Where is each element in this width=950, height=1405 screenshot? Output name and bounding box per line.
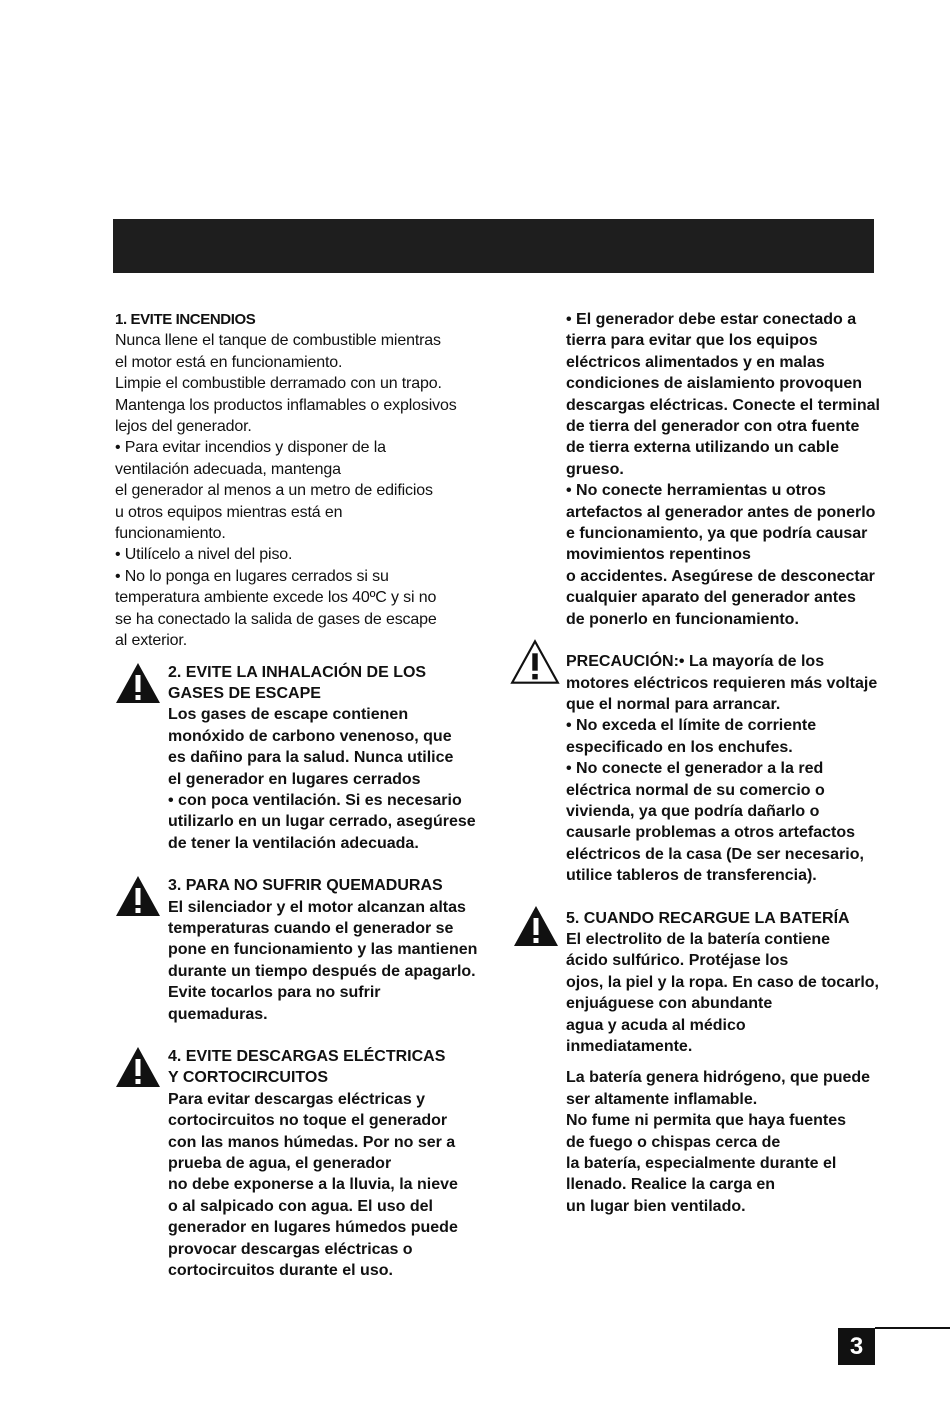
- text-line: PRECAUCIÓN:• La mayoría de los: [566, 653, 825, 671]
- section-evite-incendios: [115, 309, 477, 652]
- text-line: el generador al menos a un metro de edificios: [115, 482, 433, 500]
- text-line: El electrolito de la batería contiene: [566, 930, 831, 948]
- text-line: un lugar bien ventilado.: [566, 1197, 746, 1215]
- text-line: • No conecte el generador a la red: [566, 760, 824, 778]
- text-line: Y CORTOCIRCUITOS: [168, 1069, 329, 1087]
- text-line: eléctricos alimentados y en malas: [566, 353, 825, 371]
- warning-icon: [115, 662, 161, 704]
- text-line: cualquier aparato del generador antes: [566, 589, 856, 607]
- text-line: inmediatamente.: [566, 1038, 693, 1055]
- text-line: Los gases de escape contienen: [168, 706, 409, 724]
- text-line: funcionamiento.: [115, 525, 226, 543]
- text-line: se ha conectado la salida de gases de escape: [115, 610, 437, 628]
- text-line: ser altamente inflamable.: [566, 1090, 758, 1108]
- warning-icon: [513, 905, 559, 947]
- text-line: monóxido de carbono venenoso, que: [168, 727, 452, 745]
- text-line: El silenciador y el motor alcanzan altas: [168, 898, 466, 916]
- text-line: Limpie el combustible derramado con un trapo.: [115, 375, 442, 393]
- text-line: ojos, la piel y la ropa. En caso de tocarlo,: [566, 973, 879, 991]
- text-line: temperatura ambiente excede los 40ºC y si no: [115, 589, 437, 607]
- text-line: eléctricos de la casa (De ser necesario,: [566, 845, 864, 863]
- text-line: GASES DE ESCAPE: [168, 684, 321, 702]
- section-bateria: [566, 908, 878, 1058]
- text-line: Nunca llene el tanque de combustible mientras: [115, 332, 441, 350]
- text-line: o accidentes. Asegúrese de desconectar: [566, 567, 875, 585]
- text-line: • Para evitar incendios y disponer de la: [115, 439, 386, 457]
- text-line: agua y acuda al médico: [566, 1016, 746, 1034]
- text-line: que el normal para arrancar.: [566, 695, 781, 713]
- text-line: el motor está en funcionamiento.: [115, 353, 343, 371]
- text-line: • No conecte herramientas u otros: [566, 482, 826, 500]
- text-line: especificado en los enchufes.: [566, 738, 793, 756]
- section-tierra: [566, 309, 878, 630]
- text-line: • Utilícelo a nivel del piso.: [115, 546, 293, 564]
- text-line: • No exceda el límite de corriente: [566, 717, 817, 735]
- text-line: vivienda, ya que podría dañarlo o: [566, 802, 820, 820]
- text-line: 5. CUANDO RECARGUE LA BATERÍA: [566, 909, 850, 927]
- section-hidrogeno: [566, 1067, 878, 1217]
- text-line: descargas eléctricas. Conecte el terminal: [566, 396, 880, 414]
- text-line: cortocircuitos no toque el generador: [168, 1112, 448, 1130]
- warning-icon: [115, 1046, 161, 1088]
- text-line: el generador en lugares cerrados: [168, 770, 421, 788]
- text-line: pone en funcionamiento y las mantienen: [168, 941, 478, 959]
- text-line: ácido sulfúrico. Protéjase los: [566, 952, 789, 970]
- text-line: La batería genera hidrógeno, que puede: [566, 1069, 871, 1087]
- text-line: de ponerlo en funcionamiento.: [566, 610, 799, 628]
- text-line: durante un tiempo después de apagarlo.: [168, 962, 476, 980]
- section-inhalacion: [115, 662, 477, 855]
- text-line: No fume ni permita que haya fuentes: [566, 1112, 847, 1130]
- text-line: al exterior.: [115, 632, 188, 650]
- text-line: 2. EVITE LA INHALACIÓN DE LOS: [168, 663, 427, 681]
- text-line: ventilación adecuada, mantenga: [115, 460, 341, 478]
- header-bar: [113, 219, 874, 273]
- text-line: generador en lugares húmedos puede: [168, 1219, 458, 1237]
- text-line: e funcionamiento, ya que podría causar: [566, 525, 868, 543]
- text-line: de fuego o chispas cerca de: [566, 1133, 781, 1151]
- text-line: grueso.: [566, 460, 624, 478]
- text-line: o al salpicado con agua. El uso del: [168, 1197, 433, 1215]
- text-line: enjuáguese con abundante: [566, 995, 773, 1013]
- text-line: de tierra externa utilizando un cable: [566, 439, 839, 457]
- text-line: movimientos repentinos: [566, 546, 751, 564]
- text-line: cortocircuitos durante el uso.: [168, 1262, 393, 1280]
- text-line: condiciones de aislamiento provoquen: [566, 375, 863, 393]
- text-line: • No lo ponga en lugares cerrados si su: [115, 567, 389, 585]
- caution-outline-icon: [510, 639, 560, 685]
- text-line: es dañino para la salud. Nunca utilice: [168, 749, 454, 767]
- page-number: 3: [838, 1328, 875, 1365]
- text-line: llenado. Realice la carga en: [566, 1176, 775, 1194]
- text-line: Mantenga los productos inflamables o explosivos: [115, 396, 457, 414]
- right-column: [566, 309, 878, 1217]
- text-line: Para evitar descargas eléctricas y: [168, 1090, 426, 1108]
- text-line: temperaturas cuando el generador se: [168, 919, 454, 937]
- text-line: prueba de agua, el generador: [168, 1155, 392, 1173]
- warning-icon: [115, 875, 161, 917]
- text-line: artefactos al generador antes de ponerlo: [566, 503, 876, 521]
- text-line: causarle problemas a otros artefactos: [566, 824, 856, 842]
- text-line: no debe exponerse a la lluvia, la nieve: [168, 1176, 458, 1194]
- text-line: • El generador debe estar conectado a: [566, 311, 857, 328]
- text-line: de tierra del generador con otra fuente: [566, 418, 860, 436]
- text-line: • con poca ventilación. Si es necesario: [168, 791, 462, 809]
- text-line: de tener la ventilación adecuada.: [168, 834, 419, 852]
- section-quemaduras: [115, 875, 477, 1025]
- text-line: provocar descargas eléctricas o: [168, 1240, 413, 1258]
- text-line: con las manos húmedas. Por no ser a: [168, 1133, 456, 1151]
- section-descargas: [115, 1046, 477, 1281]
- section-precaucion: [566, 651, 878, 886]
- section-title: 1. EVITE INCENDIOS: [115, 311, 256, 328]
- text-line: 4. EVITE DESCARGAS ELÉCTRICAS: [168, 1048, 446, 1065]
- text-line: 3. PARA NO SUFRIR QUEMADURAS: [168, 877, 443, 895]
- text-line: la batería, especialmente durante el: [566, 1155, 837, 1173]
- text-line: motores eléctricos requieren más voltaje: [566, 674, 878, 692]
- text-line: quemaduras.: [168, 1005, 268, 1023]
- text-line: lejos del generador.: [115, 418, 252, 436]
- text-line: eléctrica normal de su comercio o: [566, 781, 825, 799]
- text-line: u otros equipos mientras está en: [115, 503, 343, 521]
- text-line: utilizarlo en un lugar cerrado, asegúrese: [168, 813, 476, 831]
- text-line: Evite tocarlos para no sufrir: [168, 984, 381, 1002]
- page-number-rule: [875, 1327, 950, 1329]
- text-line: tierra para evitar que los equipos: [566, 332, 818, 350]
- left-column: [115, 309, 477, 1281]
- text-line: utilice tableros de transferencia).: [566, 867, 817, 885]
